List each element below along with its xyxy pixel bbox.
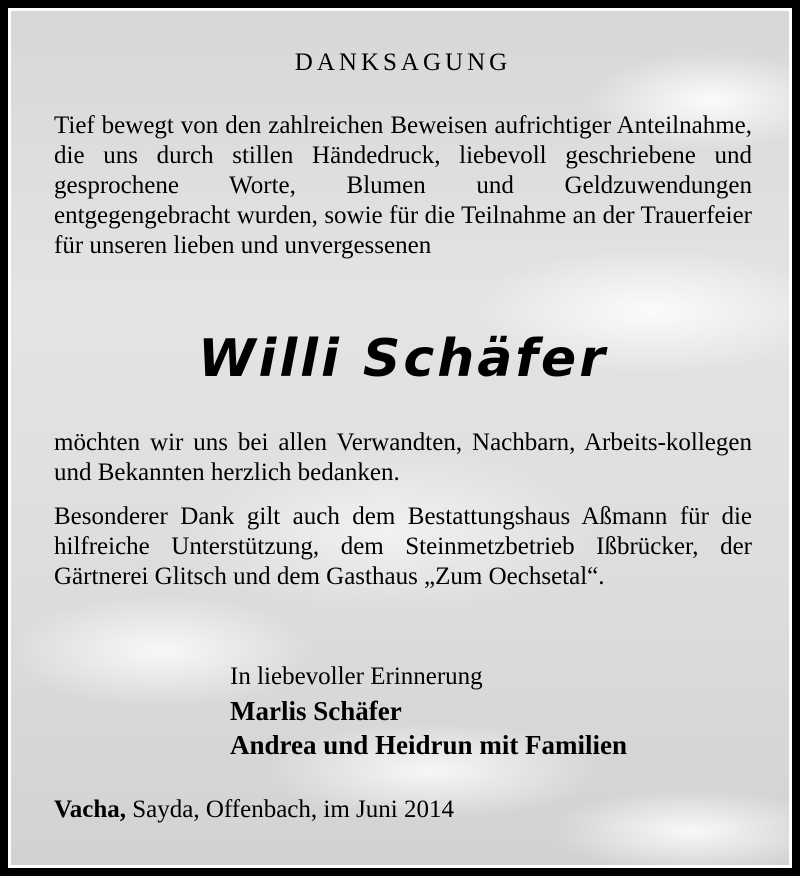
special-thanks-paragraph: Besonderer Dank gilt auch dem Bestattungshaus Aßmann für die hilfreiche Unterstützung, dem Steinmetzbetrieb Ißbrücker, der Gärtnerei Glitsch und dem Gasthaus „Zum Oechsetal“. <box>54 503 752 590</box>
signer-1: Marlis Schäfer <box>230 696 402 726</box>
place-bold: Vacha, <box>54 796 127 823</box>
deceased-name: Willi Schäfer <box>198 329 608 389</box>
thanks-paragraph: möchten wir uns bei allen Verwandten, Nachbarn, Arbeits-kollegen und Bekannten herzlich bedanken. <box>54 429 752 486</box>
notice-panel <box>8 8 792 868</box>
signature-block <box>230 661 627 761</box>
place-rest: Sayda, Offenbach, im Juni 2014 <box>126 796 454 823</box>
remembrance-line: In liebevoller Erinnerung <box>230 663 483 690</box>
signer-2: Andrea und Heidrun mit Familien <box>230 730 628 760</box>
intro-paragraph: Tief bewegt von den zahlreichen Beweisen aufrichtiger Anteilnahme, die uns durch stillen Händedruck, liebevoll geschriebene und gesprochene Worte, Blumen und Geldzuwendungen entgegengebracht wurden, sowie für die Teilnahme an der Trauerfeier für unseren lieben und unvergessenen <box>54 112 752 259</box>
notice-heading: DANKSAGUNG <box>294 49 512 76</box>
place-date-line <box>54 796 454 824</box>
